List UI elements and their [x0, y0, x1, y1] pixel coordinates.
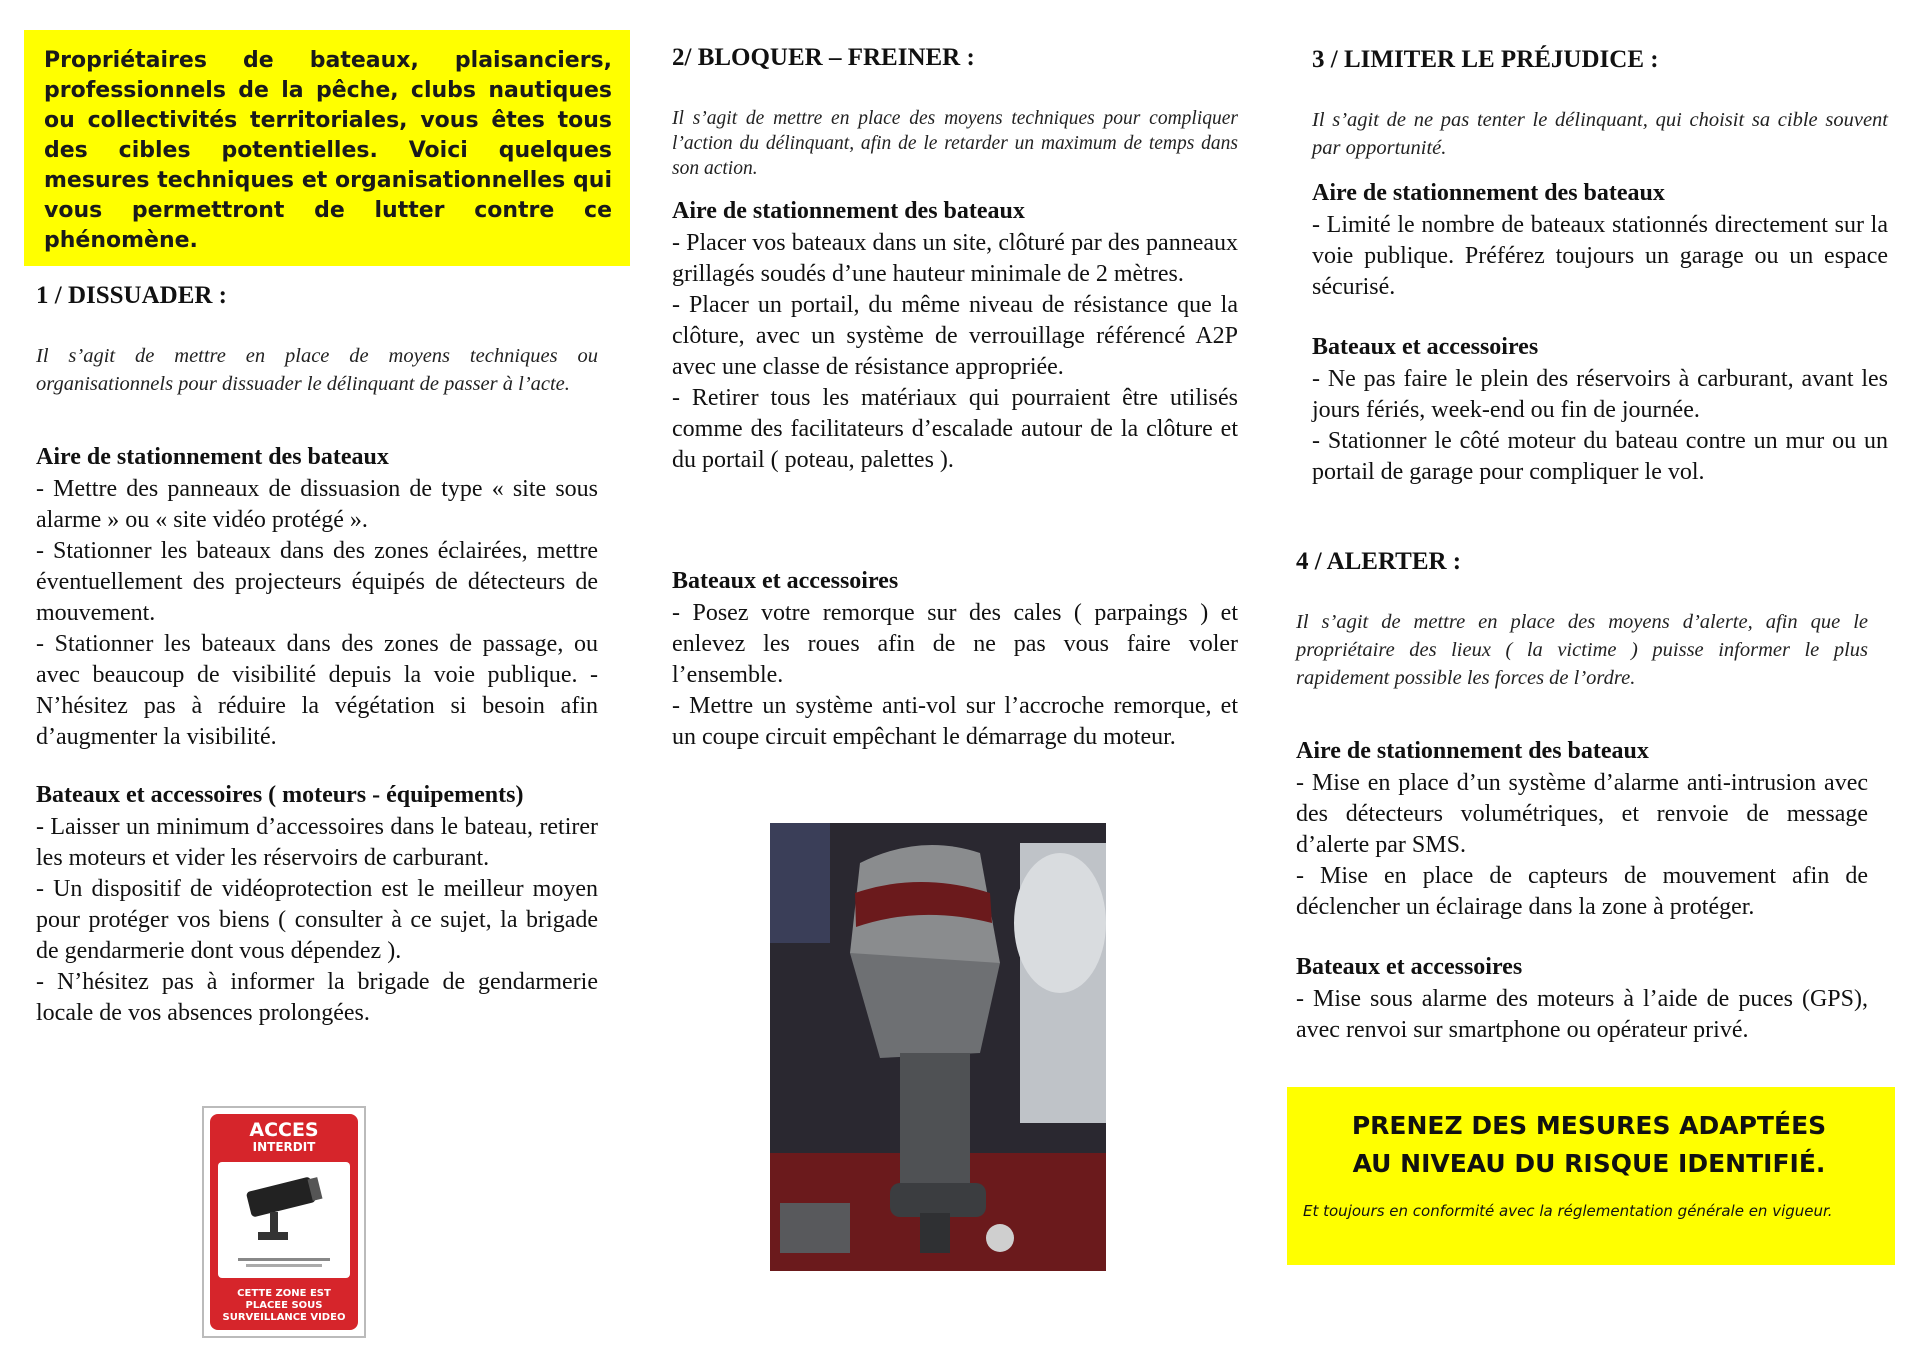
camera-icon: [218, 1162, 350, 1278]
section-intro-limiter: Il s’agit de ne pas tenter le délinquant, qui choisit sa cible souvent par opportunité.: [1312, 109, 1888, 159]
list-item: - Retirer tous les matériaux qui pourraient être utilisés comme des facilitateurs d’escalade autour de la clôture et du portail ( poteau, palettes ).: [672, 385, 1238, 473]
subheading-aire-2: Aire de stationnement des bateaux: [672, 198, 1025, 224]
subheading-bateaux-4: Bateaux et accessoires: [1296, 954, 1523, 980]
sign-subtitle: INTERDIT: [252, 1140, 316, 1154]
list-item: - Placer vos bateaux dans un site, clôturé par des panneaux grillagés soudés d’une hauteur minimale de 2 mètres.: [672, 230, 1238, 287]
list-item: - Mettre un système anti-vol sur l’accroche remorque, et un coupe circuit empêchant le démarrage du moteur.: [672, 693, 1238, 750]
paragraph-bateaux-1: [36, 812, 598, 1029]
paragraph-bateaux-2: [672, 598, 1238, 753]
access-forbidden-sign: [202, 1106, 366, 1338]
intro-box: [24, 30, 630, 266]
section-intro-dissuader: Il s’agit de mettre en place de moyens techniques ou organisationnels pour dissuader le délinquant de passer à l’acte.: [36, 345, 598, 395]
paragraph-bateaux-4: [1296, 984, 1868, 1046]
list-item: - Un dispositif de vidéoprotection est le meilleur moyen pour protéger vos biens ( consulter à ce sujet, la brigade de gendarmerie dont vous dépendez ).: [36, 876, 598, 964]
section-intro-bloquer: Il s’agit de mettre en place des moyens techniques pour compliquer l’action du délinquant, afin de le retarder un maximum de temps dans son action.: [672, 108, 1238, 179]
subheading-bateaux-2: Bateaux et accessoires: [672, 568, 899, 594]
section-intro-alerter: Il s’agit de mettre en place des moyens d’alerte, afin que le propriétaire des lieux ( la victime ) puisse informer le plus rapidement possible les forces de l’ordre.: [1296, 611, 1868, 689]
list-item: - Mettre des panneaux de dissuasion de type « site sous alarme » ou « site vidéo protégé ».: [36, 476, 598, 533]
list-item: - Ne pas faire le plein des réservoirs à carburant, avant les jours fériés, week-end ou fin de journée.: [1312, 366, 1888, 423]
warning-note: Et toujours en conformité avec la réglementation générale en vigueur.: [1303, 1202, 1833, 1220]
warning-title-line1: PRENEZ DES MESURES ADAPTÉES: [1351, 1111, 1827, 1140]
list-item: - Stationner les bateaux dans des zones de passage, ou avec beaucoup de visibilité depuis la voie publique. - N’hésitez pas à réduire la végétation si besoin afin d’augmenter la visibilité.: [36, 631, 598, 750]
subheading-aire-4: Aire de stationnement des bateaux: [1296, 738, 1649, 764]
section-title-bloquer: 2/ BLOQUER – FREINER :: [672, 44, 975, 71]
paragraph-bateaux-3: [1312, 364, 1888, 488]
subheading-bateaux-1: Bateaux et accessoires ( moteurs - équipements): [36, 782, 524, 808]
paragraph-aire-1: [36, 474, 598, 753]
list-item: - Stationner les bateaux dans des zones éclairées, mettre éventuellement des projecteurs équipés de détecteurs de mouvement.: [36, 538, 598, 626]
paragraph-aire-4: [1296, 768, 1868, 923]
intro-text: Propriétaires de bateaux, plaisanciers, professionnels de la pêche, clubs nautiques ou collectivités territoriales, vous êtes tous des cibles potentielles. Voici quelques mesures techniques et organisationnelles qui vous permettront de lutter contre ce phénomène.: [44, 48, 612, 253]
list-item: - Mise sous alarme des moteurs à l’aide de puces (GPS), avec renvoi sur smartphone ou opérateur privé.: [1296, 986, 1868, 1043]
list-item: - Posez votre remorque sur des cales ( parpaings ) et enlevez les roues afin de ne pas vous faire voler l’ensemble.: [672, 600, 1238, 688]
outboard-motor-image: [770, 823, 1106, 1271]
paragraph-aire-3: [1312, 210, 1888, 303]
outboard-motor-photo: [770, 823, 1106, 1271]
paragraph-aire-2: [672, 228, 1238, 476]
list-item: - Stationner le côté moteur du bateau contre un mur ou un portail de garage pour compliquer le vol.: [1312, 428, 1888, 485]
warning-title-line2: AU NIVEAU DU RISQUE IDENTIFIÉ.: [1352, 1149, 1826, 1178]
list-item: - Limité le nombre de bateaux stationnés directement sur la voie publique. Préférez toujours un garage ou un espace sécurisé.: [1312, 212, 1888, 300]
sign-bottom-text: CETTE ZONE EST PLACEE SOUS SURVEILLANCE VIDEO: [222, 1288, 346, 1323]
subheading-aire-1: Aire de stationnement des bateaux: [36, 444, 389, 470]
list-item: - Mise en place de capteurs de mouvement afin de déclencher un éclairage dans la zone à protéger.: [1296, 863, 1868, 920]
section-title-dissuader: 1 / DISSUADER :: [36, 282, 228, 309]
list-item: - N’hésitez pas à informer la brigade de gendarmerie locale de vos absences prolongées.: [36, 969, 598, 1026]
list-item: - Mise en place d’un système d’alarme anti-intrusion avec des détecteurs volumétriques, et renvoie de message d’alerte par SMS.: [1296, 770, 1868, 858]
subheading-aire-3: Aire de stationnement des bateaux: [1312, 180, 1665, 206]
warning-box: [1287, 1087, 1895, 1265]
sign-title: ACCES: [249, 1119, 319, 1141]
subheading-bateaux-3: Bateaux et accessoires: [1312, 334, 1539, 360]
list-item: - Placer un portail, du même niveau de résistance que la clôture, avec un système de verrouillage référencé A2P avec une classe de résistance appropriée.: [672, 292, 1238, 380]
section-title-limiter: 3 / LIMITER LE PRÉJUDICE :: [1312, 46, 1659, 73]
section-title-alerter: 4 / ALERTER :: [1296, 548, 1462, 575]
list-item: - Laisser un minimum d’accessoires dans le bateau, retirer les moteurs et vider les réservoirs de carburant.: [36, 814, 598, 871]
